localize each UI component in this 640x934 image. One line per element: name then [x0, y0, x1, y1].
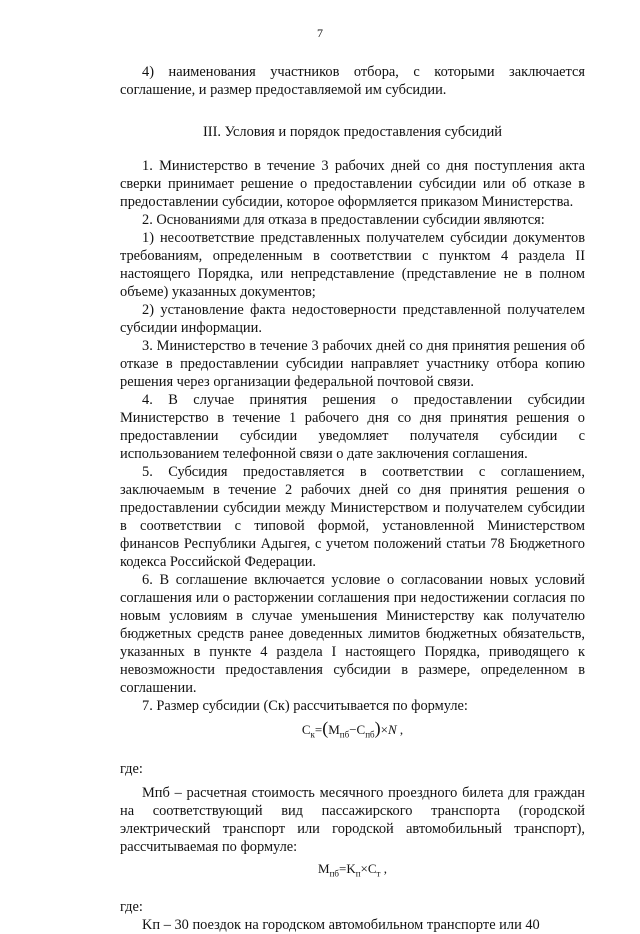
formula-ticket-cost: $M_{пб}=K_п\times C_т$ , [318, 860, 387, 879]
document-body [120, 63, 585, 934]
where-label-1: где: [120, 760, 143, 777]
paragraph-6: 6. В соглашение включается условие о согласовании новых условий соглашения или о расторжении соглашения при недостижении согласия по новым условиям в случае уменьшения Министерству как получателю бюджетных средств ранее доведенных лимитов бюджетных обязательств, указанных в пункте 4 раздела I настоящего Порядка, приводящего к невозможности предоставления субсидии в размере, определенном в соглашении. [120, 572, 585, 696]
paragraph-3: 3. Министерство в течение 3 рабочих дней со дня принятия решения об отказе в предоставлении субсидии направляет участнику отбора копию решения через организации федеральной почтовой связи. [120, 338, 585, 390]
paragraph-2-1: 1) несоответствие представленных получателем субсидии документов требованиям, определенным в соответствии с пунктом 4 раздела II настоящего Порядка, или непредставление (представление не в полном объеме) указанных документов; [120, 230, 585, 300]
paragraph-2: 2. Основаниями для отказа в предоставлении субсидии являются: [142, 212, 545, 228]
section-heading: III. Условия и порядок предоставления субсидий [203, 124, 502, 140]
paragraph-5: 5. Субсидия предоставляется в соответствии с соглашением, заключаемым в течение 2 рабочих дней со дня принятия решения о предоставлении субсидии между Министерством и получателем субсидии в соответствии с типовой формой, установленной Министерством финансов Республики Адыгея, с учетом положений статьи 78 Бюджетного кодекса Российской Федерации. [120, 464, 585, 570]
page-number: 7 [317, 26, 323, 40]
paragraph-7: 7. Размер субсидии (Cк) рассчитывается по формуле: [142, 698, 468, 714]
paragraph-kp-definition: Kп – 30 поездок на городском автомобильном транспорте или 40 [142, 917, 540, 934]
paragraph-item-4: 4) наименования участников отбора, с которыми заключается соглашение, и размер предоставляемой им субсидии. [120, 64, 585, 98]
where-label-2: где: [120, 899, 143, 916]
formula-subsidy: $C_к=(M_{пб}-C_{пб})\times N$ , [301, 718, 404, 740]
paragraph-1: 1. Министерство в течение 3 рабочих дней со дня поступления акта сверки принимает решение о предоставлении субсидии или об отказе в предоставлении субсидии, которое оформляется приказом Министерства. [120, 158, 585, 210]
paragraph-4: 4. В случае принятия решения о предоставлении субсидии Министерство в течение 1 рабочего дня со дня принятия решения о предоставлении субсидии уведомляет получателя субсидии с использованием телефонной связи о дате заключения соглашения. [120, 392, 585, 462]
paragraph-mpb-definition: Mпб – расчетная стоимость месячного проездного билета для граждан на соответствующий вид пассажирского транспорта (городской электрический транспорт или городской автомобильный транспорт), рассчитываемая по формуле: [120, 784, 585, 855]
paragraph-2-2: 2) установление факта недостоверности представленной получателем субсидии информации. [120, 302, 585, 336]
